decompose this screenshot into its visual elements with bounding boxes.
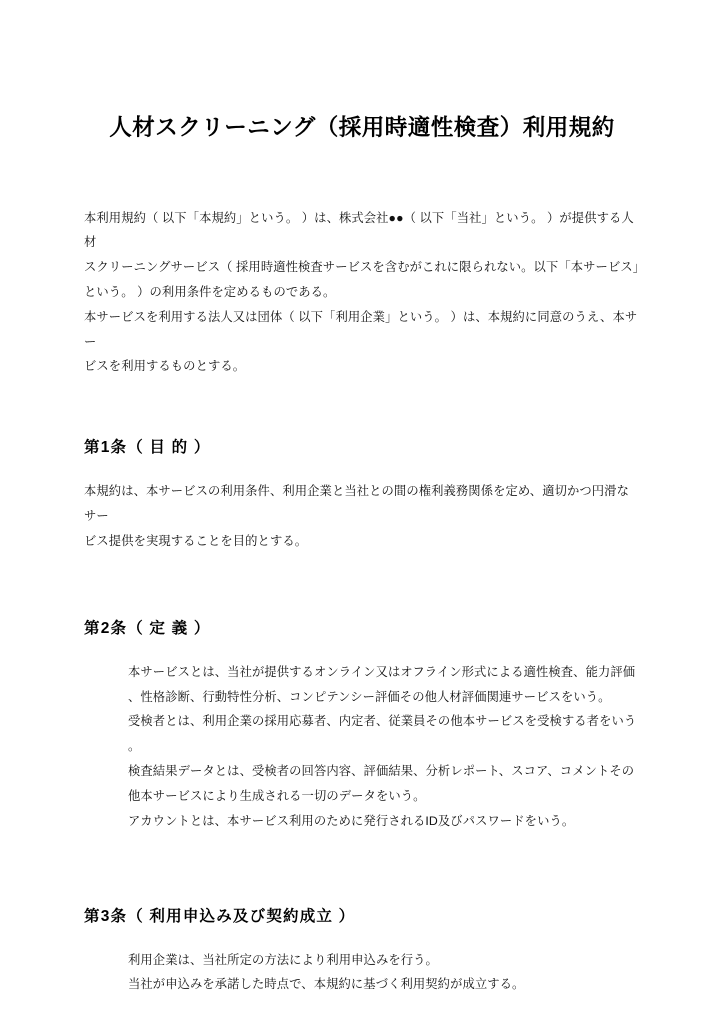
section-line: 利用企業は、当社所定の方法により利用申込みを行う。 — [128, 952, 438, 967]
section-body — [84, 660, 640, 834]
section-line: アカウントとは、本サービス利用のために発行されるID及びパスワードをいう。 — [128, 813, 575, 828]
section-line: ビス提供を実現することを目的とする。 — [84, 533, 308, 548]
section-article-1 — [84, 435, 640, 553]
section-body — [84, 948, 640, 998]
section-line: 本サービスとは、当社が提供するオンライン又はオフライン形式による適性検査、能力評価 — [128, 664, 636, 679]
section-line: 検査結果データとは、受検者の回答内容、評価結果、分析レポート、スコア、コメントその — [128, 764, 635, 779]
intro-line: スクリーニングサービス（ 採用時適性検査サービスを含むがこれに限られない。以下「本サービス」 — [84, 260, 646, 275]
intro-line: 本利用規約（ 以下「本規約」という。 ）は、株式会社●●（ 以下「当社」という。 ）が提供する人材 — [84, 210, 634, 250]
section-line: 本規約は、本サービスの利用条件、利用企業と当社との間の権利義務関係を定め、適切かつ円滑なサー — [84, 484, 629, 524]
section-heading: 第2条（ 定 義 ） — [84, 619, 211, 637]
section-line: 当社が申込みを承諾した時点で、本規約に基づく利用契約が成立する。 — [128, 977, 525, 992]
section-line: 他本サービスにより生成される一切のデータをいう。 — [128, 788, 426, 803]
section-line: 受検者とは、利用企業の採用応募者、内定者、従業員その他本サービスを受検する者をいう — [128, 714, 637, 729]
intro-line: 本サービスを利用する法人又は団体（ 以下「利用企業」という。 ）は、本規約に同意のうえ、本サー — [84, 309, 638, 349]
section-line: 。 — [128, 739, 141, 754]
section-article-2 — [84, 616, 640, 834]
intro-paragraph — [84, 206, 646, 380]
section-heading: 第1条（ 目 的 ） — [84, 439, 211, 457]
intro-line: という。 ）の利用条件を定めるものである。 — [84, 284, 336, 299]
page-title: 人材スクリーニング（採用時適性検査）利用規約 — [109, 115, 615, 140]
section-heading: 第3条（ 利用申込み及び契約成立 ） — [84, 907, 356, 925]
section-article-3 — [84, 904, 640, 998]
intro-line: ビスを利用するものとする。 — [84, 359, 246, 374]
section-line: 、性格診断、行動特性分析、コンピテンシー評価その他人材評価関連サービスをいう。 — [128, 689, 611, 704]
section-body — [84, 479, 640, 553]
